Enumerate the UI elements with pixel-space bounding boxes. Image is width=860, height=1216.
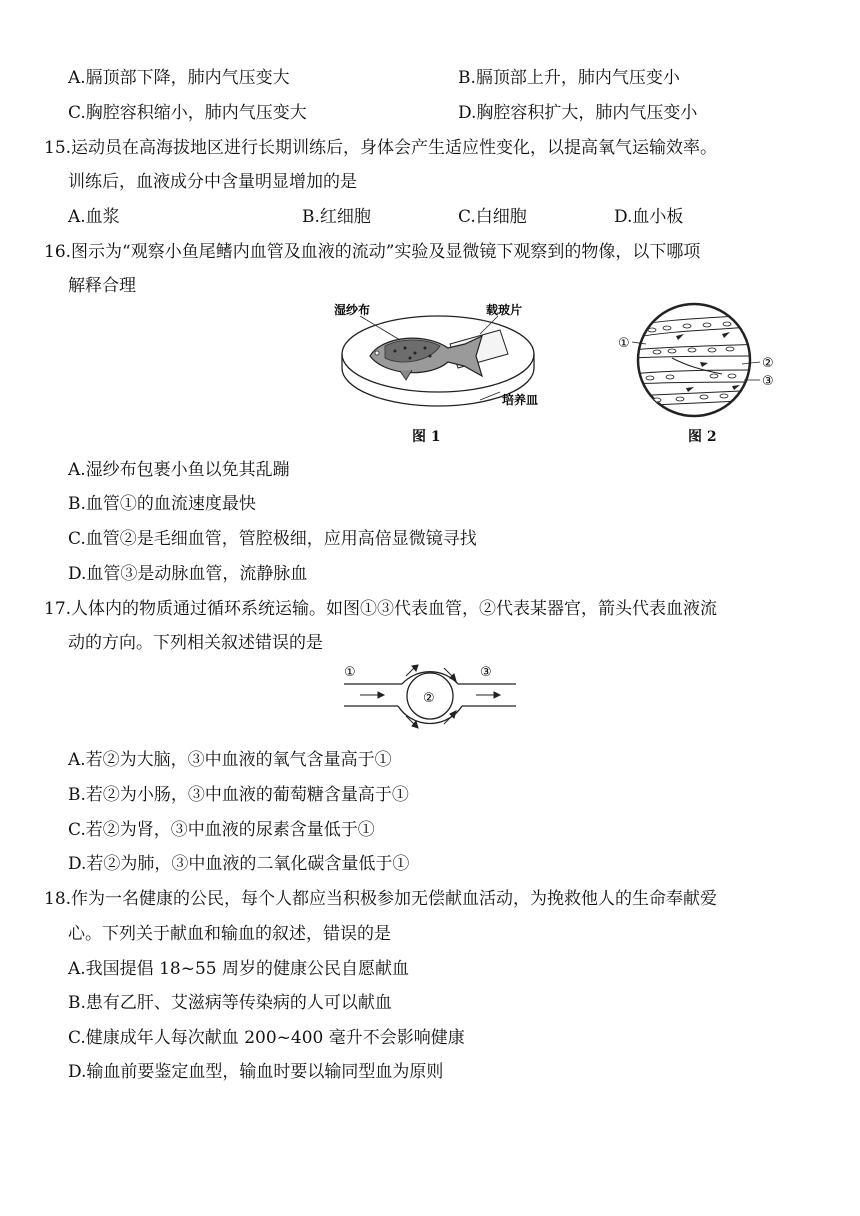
- q17-marker-3: ③: [480, 665, 492, 680]
- q14-option-d: D.胸腔容积扩大，肺内气压变小: [458, 103, 698, 123]
- q16-figure2-microscope-view: [612, 300, 792, 424]
- q18-option-c: C.健康成年人每次献血 200~400 毫升不会影响健康: [68, 1028, 465, 1048]
- fig1-label-slide: 载玻片: [486, 303, 523, 317]
- q16-figure1-fish-dish: [330, 296, 560, 421]
- q14-option-a: A.膈顶部下降，肺内气压变大: [68, 68, 290, 88]
- q17-circulation-figure: [340, 656, 520, 742]
- q17-stem-line1: 17.人体内的物质通过循环系统运输。如图①③代表血管，②代表某器官，箭头代表血液流: [44, 599, 718, 619]
- q14-option-c: C.胸腔容积缩小，肺内气压变大: [68, 103, 307, 123]
- q14-option-b: B.膈顶部上升，肺内气压变小: [458, 68, 680, 88]
- q16-option-a: A.湿纱布包裹小鱼以免其乱蹦: [68, 460, 290, 480]
- fig1-label-dish: 培养皿: [502, 393, 539, 407]
- q18-stem-line1: 18.作为一名健康的公民，每个人都应当积极参加无偿献血活动，为挽救他人的生命奉献爱: [44, 889, 718, 909]
- q17-option-d: D.若②为肺，③中血液的二氧化碳含量低于①: [68, 854, 410, 874]
- q16-option-c: C.血管②是毛细血管，管腔极细，应用高倍显微镜寻找: [68, 529, 477, 549]
- fig2-marker-1: ①: [618, 336, 630, 351]
- q17-option-b: B.若②为小肠，③中血液的葡萄糖含量高于①: [68, 785, 409, 805]
- q15-stem-line1: 15.运动员在高海拔地区进行长期训练后，身体会产生适应性变化，以提高氧气运输效率。: [44, 138, 718, 158]
- q17-marker-2: ②: [423, 691, 435, 706]
- q17-stem-line2: 动的方向。下列相关叙述错误的是: [68, 633, 323, 653]
- q16-option-b: B.血管①的血流速度最快: [68, 494, 256, 514]
- fig2-marker-3: ③: [762, 374, 774, 389]
- q17-option-a: A.若②为大脑，③中血液的氧气含量高于①: [68, 750, 392, 770]
- q18-option-d: D.输血前要鉴定血型，输血时要以输同型血为原则: [68, 1062, 444, 1082]
- q15-option-b: B.红细胞: [302, 207, 371, 227]
- q16-stem-line1: 16.图示为“观察小鱼尾鳍内血管及血液的流动”实验及显微镜下观察到的物像，以下哪项: [44, 242, 701, 262]
- fig2-marker-2: ②: [762, 356, 774, 371]
- q18-option-b: B.患有乙肝、艾滋病等传染病的人可以献血: [68, 993, 392, 1013]
- q16-stem-line2: 解释合理: [68, 276, 136, 296]
- q18-option-a: A.我国提倡 18~55 周岁的健康公民自愿献血: [68, 959, 409, 979]
- q17-marker-1: ①: [344, 665, 356, 680]
- fig2-caption: 图 2: [688, 429, 717, 445]
- fig1-label-wet-gauze: 湿纱布: [334, 303, 371, 317]
- q15-option-a: A.血浆: [68, 207, 120, 227]
- q15-option-c: C.白细胞: [458, 207, 527, 227]
- q18-stem-line2: 心。下列关于献血和输血的叙述，错误的是: [68, 924, 391, 944]
- q16-option-d: D.血管③是动脉血管，流静脉血: [68, 564, 308, 584]
- q17-option-c: C.若②为肾，③中血液的尿素含量低于①: [68, 820, 375, 840]
- q15-stem-line2: 训练后，血液成分中含量明显增加的是: [68, 172, 357, 192]
- q15-option-d: D.血小板: [614, 207, 684, 227]
- fig1-caption: 图 1: [412, 429, 441, 445]
